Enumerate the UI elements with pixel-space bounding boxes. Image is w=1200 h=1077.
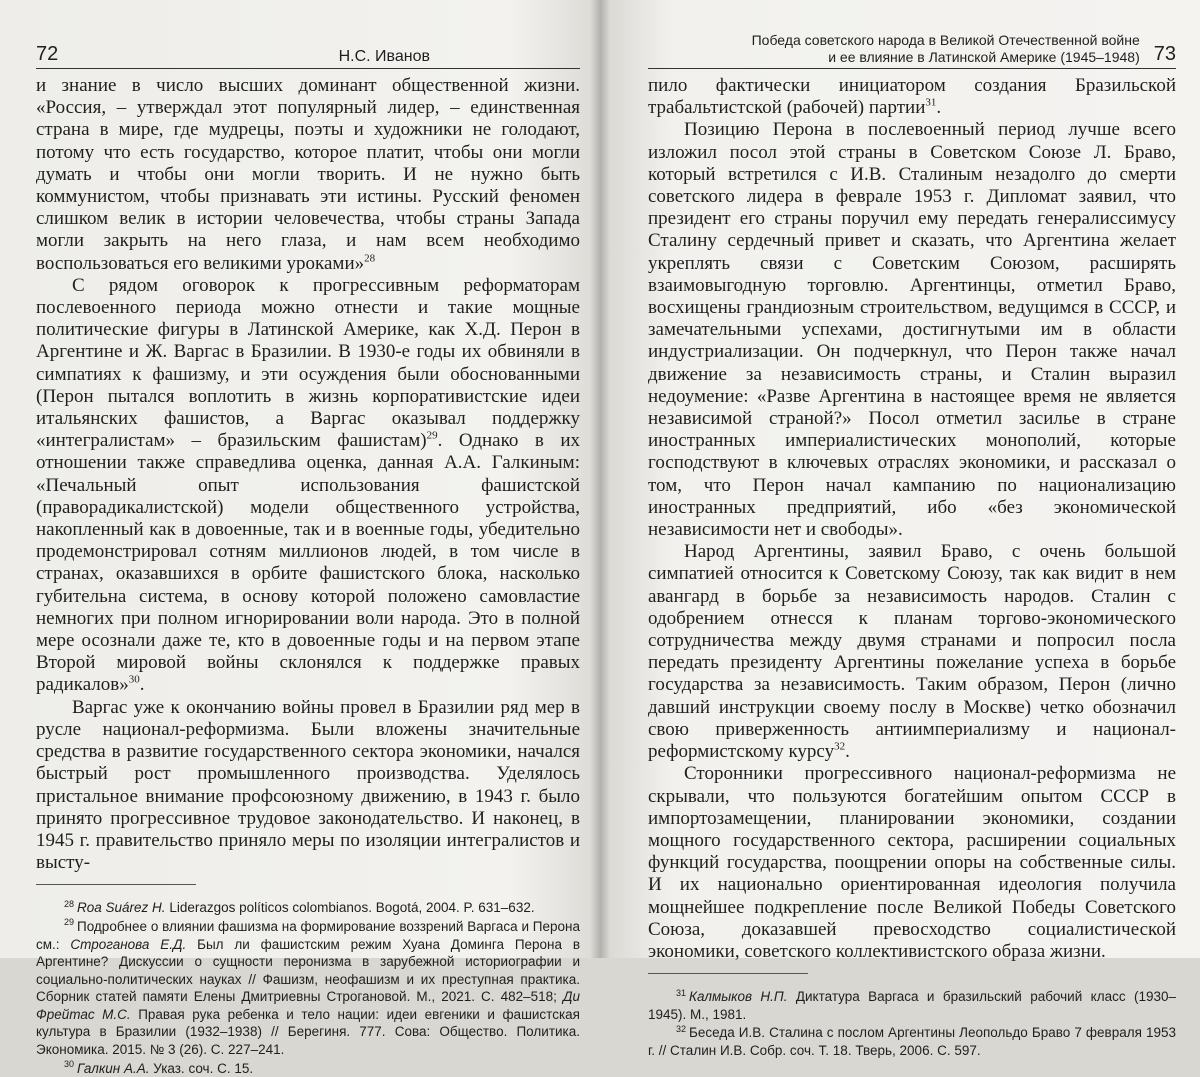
- right-page: [600, 0, 1200, 1058]
- footnote: $^{28}$ Roa Suárez H. Liderazgos políticos colombianos. Bogotá, 2004. P. 631–632.: [64, 898, 535, 916]
- paragraph: пило фактически инициатором создания Бразильской трабальтистской (рабочей) партии$^{31}$.: [648, 75, 1176, 119]
- left-body-text: [36, 75, 580, 874]
- footnote-ref: 30: [128, 674, 140, 687]
- footnote-ref: 32: [834, 740, 846, 753]
- footnote-ref: 31: [925, 96, 937, 109]
- paragraph: Позицию Перона в послевоенный период лучше всего изложил посол этой страны в Советском Союзе Л. Браво, который встретился с И.В. Сталиным незадолго до смерти советского лидера в феврале 1953 г. Дипломат заявил, что президент его страны поручил ему передать генералиссимусу Сталину сердечный привет и сказать, что Аргентина желает укреплять связи с Советским Союзом, расширять взаимовыгодную торговлю. Аргентинцы, отметил Браво, восхищены грандиозным строительством, ведущимся в СССР, и замечательными успехами, достигнутыми им в области индустриализации. Он подчеркнул, что Перон также начал движение за независимость страны, и Сталин выразил недоумение: «Разве Аргентина в настоящее время не является независимой страной?» Посол отметил засилье в стране иностранных империалистических монополий, которые господствуют в ключевых отраслях экономики, и рассказал о том, что Перон начал кампанию по национализацию иностранных предприятий, ибо «без экономической независимости нет и свободы».: [648, 119, 1176, 541]
- paragraph: Народ Аргентины, заявил Браво, с очень большой симпатией относится к Советскому Союзу, так как видит в нем авангард в борьбе за независимость народов. Сталин с одобрением отнесся к планам торгово-экономического сотрудничества между двумя странами и попросил посла передать президенту Аргентины пожелание успеха в борьбе государства за независимость. Таким образом, Перон (лично давший инструкции своему послу в Москве) четко обозначил свою приверженность антиимпериализму и национал-реформистскому курсу$^{32}$.: [648, 541, 1176, 763]
- right-running-head: [648, 22, 1176, 69]
- footnote-divider: [36, 884, 196, 885]
- right-body-text: [648, 75, 1176, 963]
- footnote: $^{30}$ Галкин А.А. Указ. соч. С. 15.: [64, 1059, 254, 1076]
- footnote: $^{31}$ Калмыков Н.П. Диктатура Варгаса и бразильский рабочий класс (1930–1945). М., 1981.: [648, 987, 1176, 1022]
- right-page-number: 73: [1153, 43, 1176, 65]
- running-author: Н.С. Иванов: [338, 48, 430, 65]
- paragraph: Сторонники прогрессивного национал-реформизма не скрывали, что пользуются богатейшим опытом СССР в импортозамещении, планировании экономики, создании мощного государственного сектора, расширении социальных функций государства, поощрении опоры на собственные силы. И их национально ориентированная идеология получила мощнейшее подкрепление после Великой Победы Советского Союза, доказавшей превосходство социалистической экономики, советского коллективистского образа жизни.: [648, 763, 1176, 962]
- footnote: $^{29}$ Подробнее о влиянии фашизма на формирование воззрений Варгаса и Перона см.: Строганова Е.Д. Был ли фашистским режим Хуана Доминга Перона в Аргентине? Дискуссии о сущности перонизма в зарубежной историографии и социально-политических науках // Фашизм, неофашизм и их преступная практика. Сборник статей памяти Елены Дмитриевны Строгановой. М., 2021. С. 482–518; Ди Фрейтас М.С. Правая рука ребенка и тело нации: идеи евгеники и фашистская культура в Бразилии (1932–1938) // Берегиня. 777. Сова: Общество. Политика. Экономика. 2015. № 3 (26). С. 227–241.: [36, 917, 580, 1058]
- footnote-ref: 29: [426, 429, 438, 442]
- left-running-head: [36, 26, 580, 69]
- left-page: [0, 0, 600, 1076]
- left-page-number: 72: [36, 43, 59, 65]
- footnote-divider: [648, 973, 808, 974]
- left-footnotes: [36, 899, 580, 1077]
- paragraph: и знание в число высших доминант общественной жизни. «Россия, – утверждал этот популярный лидер, – единственная страна в мире, где мудрецы, поэты и художники не голодают, потому что есть государство, которое платит, чтобы они могли думать и чтобы они могли творить. И не нужно быть коммунистом, чтобы признавать эти истины. Русский феномен слишком велик в истории человечества, чтобы страны Запада могли закрыть на него глаза, и нам всем необходимо воспользоваться его великими уроками»$^{28}$: [36, 75, 580, 274]
- running-title: Победа советского народа в Великой Отечественной войне и ее влияние в Латинской Америке (1945–1948): [751, 32, 1140, 65]
- footnote: $^{32}$ Беседа И.В. Сталина с послом Аргентины Леопольдо Браво 7 февраля 1953 г. // Сталин И.В. Собр. соч. Т. 18. Тверь, 2006. С. 597.: [648, 1023, 1176, 1058]
- paragraph: С рядом оговорок к прогрессивным реформаторам послевоенного периода можно отнести и такие мощные политические фигуры в Латинской Америке, как Х.Д. Перон в Аргентине и Ж. Варгас в Бразилии. В 1930-е годы их обвиняли в симпатиях к фашизму, и эти осуждения были обоснованными (Перон пытался воплотить в жизнь корпоративистские идеи итальянских фашистов, а Варгас оказывал поддержку «интегралистам» – бразильским фашистам)$^{29}$. Однако в их отношении также справедлива оценка, данная А.А. Галкиным: «Печальный опыт использования фашистской (праворадикалистской) модели общественного устройства, накопленный как в довоенные, так и в военные годы, убедительно продемонстрировал сотням миллионов людей, в том числе в странах, оказавшихся в орбите фашистского блока, насколько губительна система, в основу которой положено самовластие немногих при полном игнорировании воли народа. Это в полной мере осознали даже те, кто в довоенные годы и на первом этапе Второй мировой войны склонялся к поддержке правых радикалов»$^{30}$.: [36, 274, 580, 696]
- right-footnotes: [648, 988, 1176, 1059]
- paragraph: Варгас уже к окончанию войны провел в Бразилии ряд мер в русле национал-реформизма. Были вложены значительные средства в развитие государственного сектора экономики, начался быстрый рост промышленного производства. Уделялось пристальное внимание профсоюзному движению, в 1943 г. было принято прогрессивное трудовое законодательство. И наконец, в 1945 г. правительство приняло меры по изоляции интегралистов и высту-: [36, 696, 580, 874]
- footnote-ref: 28: [364, 252, 376, 265]
